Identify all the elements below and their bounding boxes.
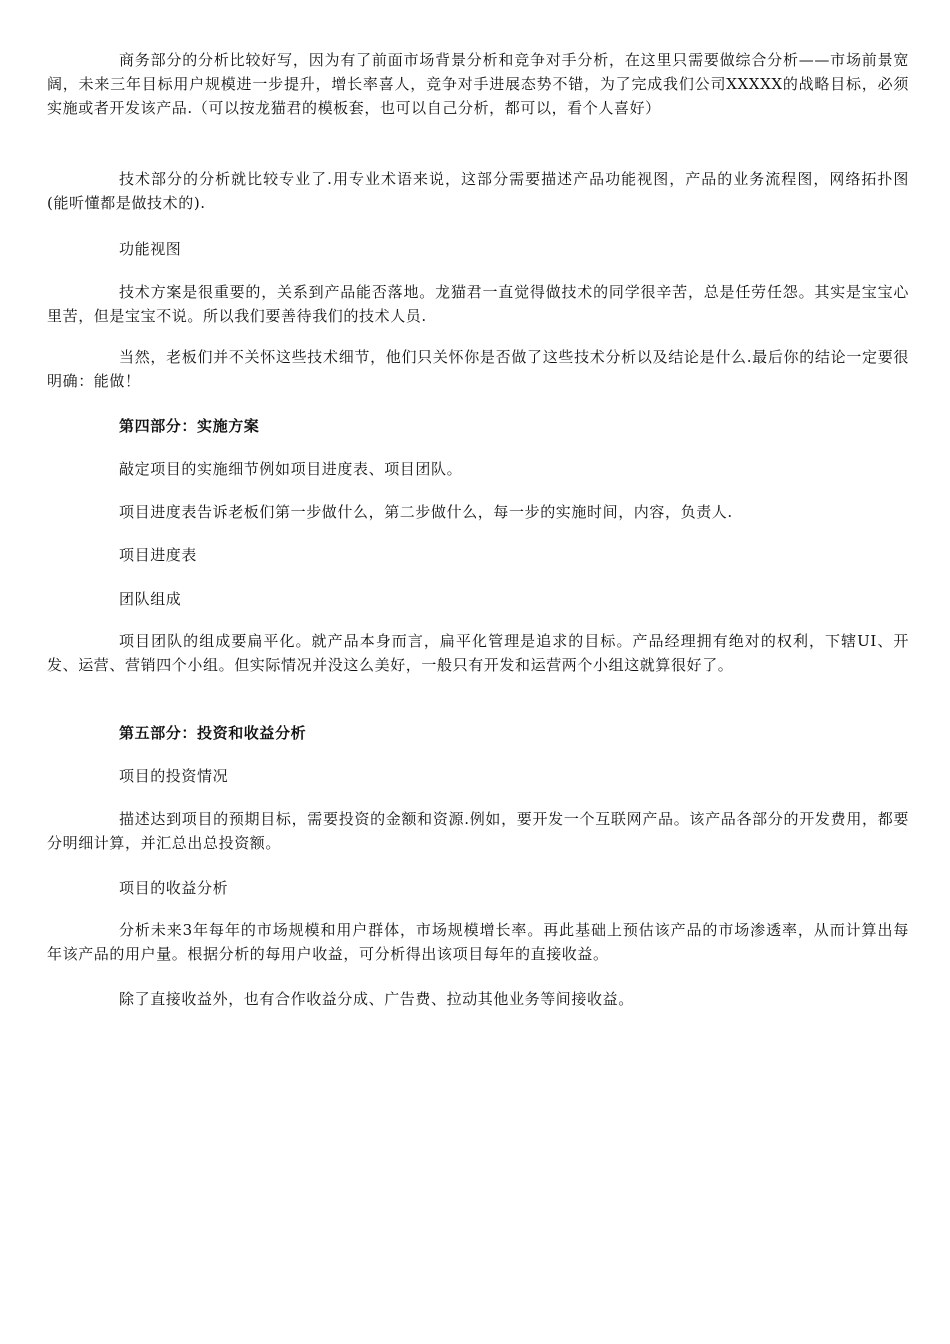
label-revenue-analysis: 项目的收益分析 <box>119 879 229 897</box>
label-team-composition: 团队组成 <box>119 590 182 608</box>
paragraph-revenue-description: 分析未来3年每年的市场规模和用户群体，市场规模增长率。再此基础上预估该产品的市场渗透率，从而计算出每年该产品的用户量。根据分析的每用户收益，可分析得出该项目每年的直接收益。 <box>47 921 909 963</box>
paragraph-technical-analysis: 技术部分的分析就比较专业了.用专业术语来说，这部分需要描述产品功能视图，产品的业务流程图，网络拓扑图(能听懂都是做技术的). <box>47 170 909 212</box>
label-investment: 项目的投资情况 <box>119 767 229 785</box>
heading-part-four: 第四部分：实施方案 <box>119 417 260 435</box>
paragraph-indirect-revenue: 除了直接收益外，也有合作收益分成、广告费、拉动其他业务等间接收益。 <box>119 990 634 1008</box>
heading-part-five: 第五部分：投资和收益分析 <box>119 724 307 742</box>
label-project-schedule: 项目进度表 <box>119 546 198 564</box>
paragraph-conclusion: 当然，老板们并不关怀这些技术细节，他们只关怀你是否做了这些技术分析以及结论是什么.最后你的结论一定要很明确：能做！ <box>47 348 909 390</box>
paragraph-implementation-details: 敲定项目的实施细节例如项目进度表、项目团队。 <box>119 460 463 478</box>
paragraph-investment-description: 描述达到项目的预期目标，需要投资的金额和资源.例如，要开发一个互联网产品。该产品各部分的开发费用，都要分明细计算，并汇总出总投资额。 <box>47 810 909 852</box>
paragraph-technical-plan: 技术方案是很重要的，关系到产品能否落地。龙猫君一直觉得做技术的同学很辛苦，总是任劳任怨。其实是宝宝心里苦，但是宝宝不说。所以我们要善待我们的技术人员. <box>47 283 909 325</box>
paragraph-business-analysis: 商务部分的分析比较好写，因为有了前面市场背景分析和竞争对手分析，在这里只需要做综合分析——市场前景宽阔，未来三年目标用户规模进一步提升，增长率喜人，竞争对手进展态势不错，为了完成我们公司XXXXX的战略目标，必须实施或者开发该产品.（可以按龙猫君的模板套，也可以自己分析，都可以，看个人喜好） <box>47 51 909 117</box>
paragraph-schedule-description: 项目进度表告诉老板们第一步做什么，第二步做什么，每一步的实施时间，内容，负责人. <box>119 503 733 521</box>
label-function-view: 功能视图 <box>119 240 182 258</box>
paragraph-team-structure: 项目团队的组成要扁平化。就产品本身而言，扁平化管理是追求的目标。产品经理拥有绝对的权利，下辖UI、开发、运营、营销四个小组。但实际情况并没这么美好，一般只有开发和运营两个小组这就算很好了。 <box>47 632 909 674</box>
